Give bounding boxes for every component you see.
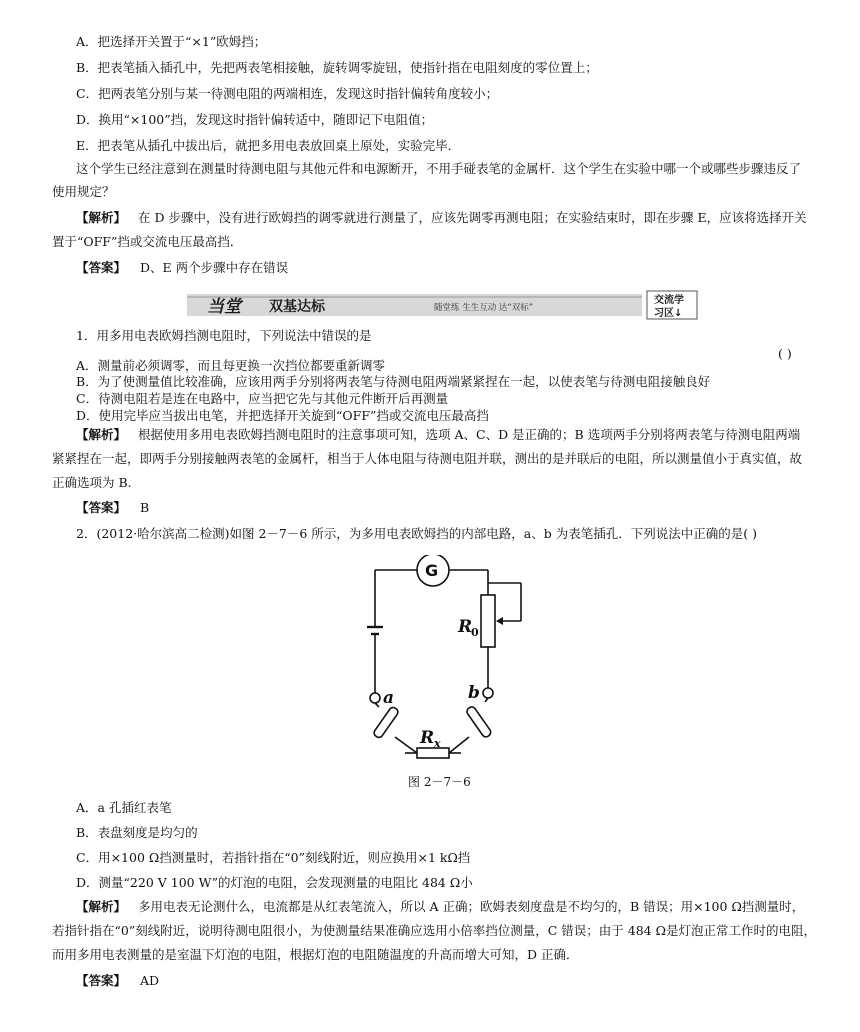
banner-side-line-2: 习区↓ bbox=[654, 308, 683, 319]
answer-label: 【答案】 bbox=[76, 260, 127, 275]
answer-text: D、E 两个步骤中存在错误 bbox=[140, 260, 289, 275]
analysis-label: 【解析】 bbox=[76, 899, 127, 914]
analysis-text: 根据使用多用电表欧姆挡测电阻时的注意事项可知，选项 A、C、D 是正确的；B 选项两手分别将两表笔与待测电阻两端 bbox=[138, 427, 801, 442]
banner-side-line-1: 交流学 bbox=[654, 295, 684, 306]
rx-resistor bbox=[417, 748, 449, 758]
q1-option-c: C．待测电阻若是连在电路中，应当把它先与其他元件断开后再测量 bbox=[76, 391, 449, 406]
answer-2 bbox=[76, 500, 149, 516]
r0-subscript: 0 bbox=[471, 626, 479, 639]
analysis-2-line-1 bbox=[76, 427, 800, 443]
answer-3 bbox=[76, 973, 159, 989]
q2-option-c: C．用×100 Ω挡测量时，若指针指在“0”刻线附近，则应换用×1 kΩ挡 bbox=[76, 850, 471, 865]
q2-option-a: A．a 孔插红表笔 bbox=[76, 800, 172, 815]
analysis-2-line-2: 紧紧捏在一起，即两手分别接触两表笔的金属杆，相当于人体电阻与待测电阻并联，测出的是并联后的电阻，所以测量值小于真实值，故 bbox=[52, 451, 803, 466]
step-c: C．把两表笔分别与某一待测电阻的两端相连，发现这时指针偏转角度较小； bbox=[76, 86, 499, 101]
probe-left bbox=[373, 706, 400, 739]
q1-stem: 1．用多用电表欧姆挡测电阻时，下列说法中错误的是 bbox=[76, 328, 372, 343]
step-d: D．换用“×100”挡，发现这时指针偏转适中，随即记下电阻值； bbox=[76, 112, 434, 127]
q1-option-b: B．为了使测量值比较准确，应该用两手分别将两表笔与待测电阻两端紧紧捏在一起，以使表笔与待测电阻接触良好 bbox=[76, 374, 711, 389]
rx-subscript: x bbox=[434, 737, 441, 750]
banner-title-small: 双基达标 bbox=[269, 299, 325, 315]
banner-subtitle: 随堂练 生生互动 达“双标” bbox=[434, 303, 534, 313]
step-b: B．把表笔插入插孔中，先把两表笔相接触，旋转调零旋钮，使指针指在电阻刻度的零位置上； bbox=[76, 60, 598, 75]
answer-text: B bbox=[140, 500, 150, 515]
q1-paren: ( ) bbox=[778, 346, 792, 361]
q2-stem: 2．(2012·哈尔滨高二检测)如图 2－7－6 所示，为多用电表欧姆挡的内部电路，a、b 为表笔插孔．下列说法中正确的是( ) bbox=[76, 526, 757, 541]
analysis-3-line-3: 而用多用电表测量的是室温下灯泡的电阻，根据灯泡的电阻随温度的升高而增大可知，D 正确． bbox=[52, 947, 579, 962]
q1-option-d: D．使用完毕应当拔出电笔，并把选择开关旋到“OFF”挡或交流电压最高挡 bbox=[76, 408, 489, 423]
answer-label: 【答案】 bbox=[76, 500, 127, 515]
analysis-1-line-2: 置于“OFF”挡或交流电压最高挡． bbox=[52, 234, 243, 249]
banner-title-big: 当堂 bbox=[207, 297, 241, 317]
question-line-1: 这个学生已经注意到在测量时待测电阻与其他元件和电源断开，不用手碰表笔的金属杆．这个学生在实验中哪一个或哪些步骤违反了 bbox=[76, 161, 802, 176]
banner-graphic bbox=[187, 290, 699, 320]
probe-right bbox=[465, 705, 492, 738]
answer-1 bbox=[76, 260, 288, 276]
analysis-text: 多用电表无论测什么，电流都是从红表笔流入，所以 A 正确；欧姆表刻度盘是不均匀的，B 错误；用×100 Ω挡测量时， bbox=[138, 899, 805, 914]
terminal-b bbox=[483, 688, 493, 698]
circuit-diagram bbox=[355, 555, 525, 765]
answer-text: AD bbox=[140, 973, 160, 988]
terminal-b-label: b bbox=[468, 683, 480, 703]
question-line-2: 使用规定？ bbox=[52, 184, 115, 199]
r0-label: R bbox=[458, 617, 473, 637]
analysis-label: 【解析】 bbox=[76, 210, 127, 225]
rx-label: R bbox=[420, 728, 435, 748]
r0-resistor bbox=[481, 595, 495, 647]
analysis-1-line-1 bbox=[76, 210, 807, 226]
q2-option-b: B．表盘刻度是均匀的 bbox=[76, 825, 198, 840]
analysis-3-line-1 bbox=[76, 899, 804, 915]
answer-label: 【答案】 bbox=[76, 973, 127, 988]
q1-option-a: A．测量前必须调零，而且每更换一次挡位都要重新调零 bbox=[76, 358, 386, 373]
terminal-a-label: a bbox=[383, 688, 395, 708]
analysis-label: 【解析】 bbox=[76, 427, 127, 442]
section-banner bbox=[187, 290, 699, 320]
terminal-a bbox=[370, 693, 380, 703]
figure-caption: 图 2－7－6 bbox=[408, 775, 471, 789]
analysis-text: 在 D 步骤中，没有进行欧姆挡的调零就进行测量了，应该先调零再测电阻；在实验结束时，即在步骤 E，应该将选择开关 bbox=[138, 210, 807, 225]
step-e: E．把表笔从插孔中拔出后，就把多用电表放回桌上原处，实验完毕． bbox=[76, 138, 461, 153]
galvanometer-label: G bbox=[425, 561, 439, 580]
step-a: A．把选择开关置于“×1”欧姆挡； bbox=[76, 34, 267, 49]
analysis-3-line-2: 若指针指在“0”刻线附近，说明待测电阻很小，为使测量结果准确应选用小倍率挡位测量，C 错误；由于 484 Ω是灯泡正常工作时的电阻， bbox=[52, 923, 816, 938]
analysis-2-line-3: 正确选项为 B. bbox=[52, 475, 132, 490]
q2-option-d: D．测量“220 V 100 W”的灯泡的电阻，会发现测量的电阻比 484 Ω小 bbox=[76, 875, 473, 890]
circuit-svg bbox=[355, 555, 525, 765]
